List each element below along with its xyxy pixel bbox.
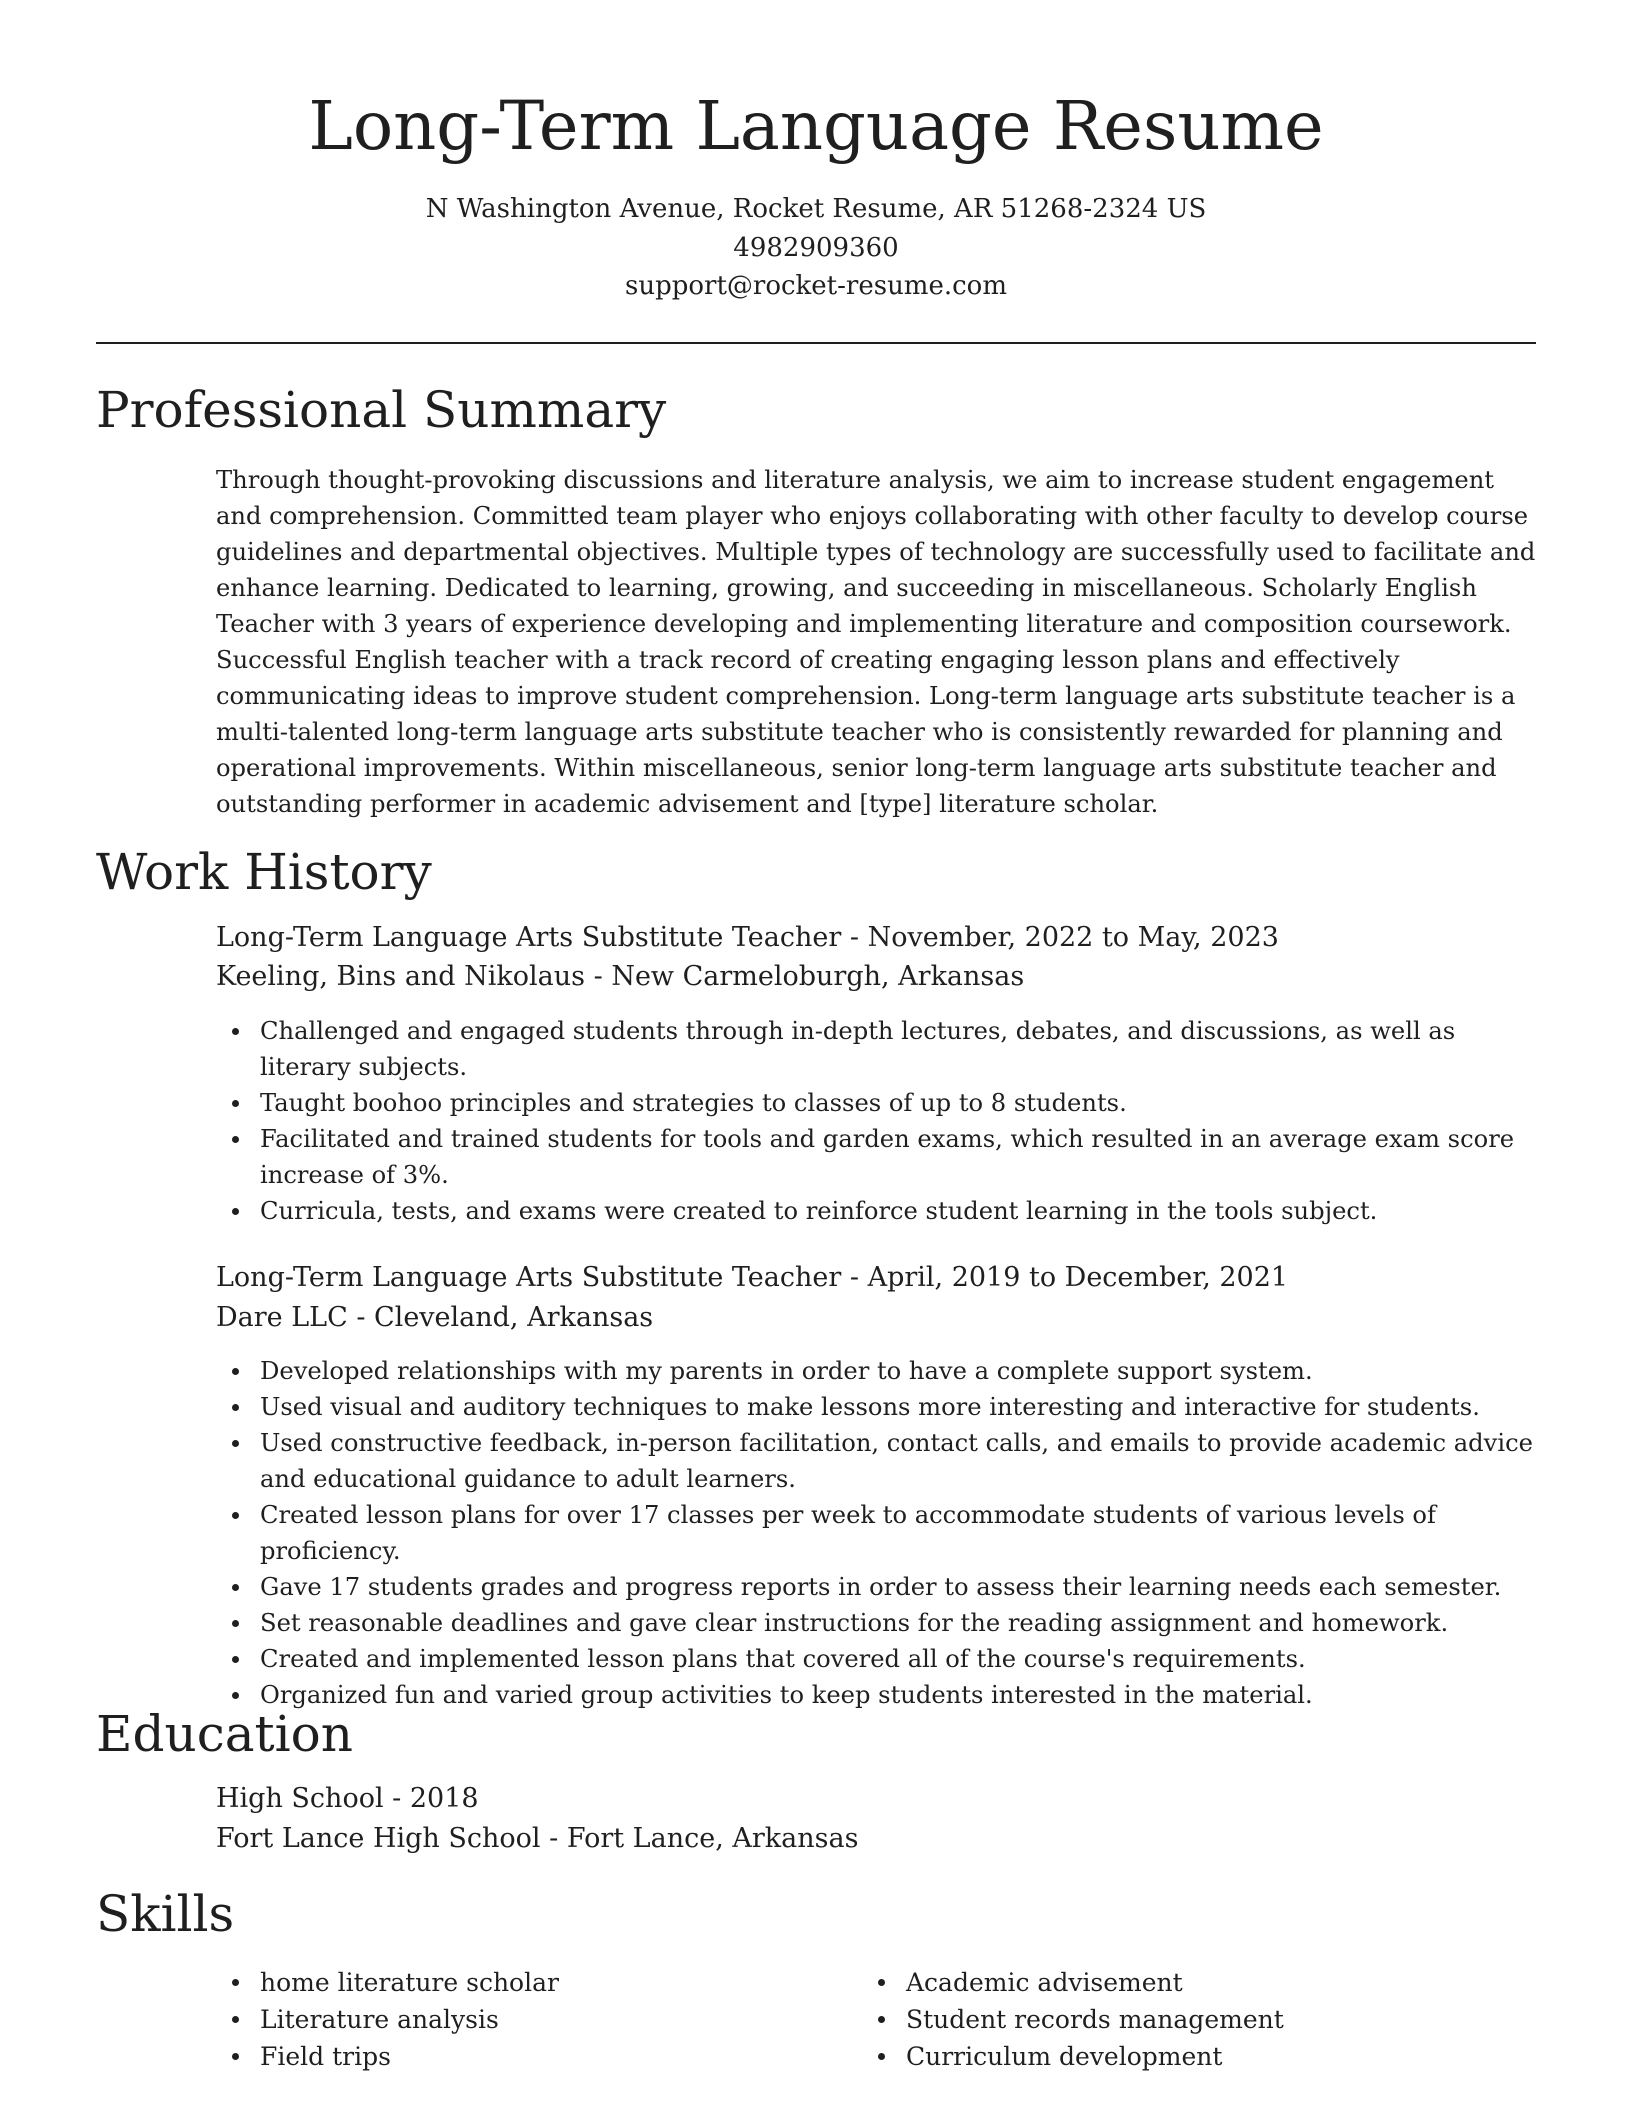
list-item: Set reasonable deadlines and gave clear instructions for the reading assignment and homework. — [216, 1605, 1536, 1641]
job-2-title: Long-Term Language Arts Substitute Teacher — [216, 1262, 842, 1293]
contact-address: N Washington Avenue, Rocket Resume, AR 51268-2324 US — [425, 194, 1207, 224]
list-item: home literature scholar — [216, 1964, 836, 2001]
job-2-bullet-list — [216, 1353, 1536, 1713]
job-1-dates: - November, 2022 to May, 2023 — [841, 922, 1279, 953]
list-item: Field trips — [216, 2038, 836, 2075]
list-item: Student records management — [862, 2001, 1482, 2038]
job-1-title: Long-Term Language Arts Substitute Teacher — [216, 922, 842, 953]
education-school: Fort Lance High School — [216, 1823, 541, 1854]
education-heading: Education — [96, 1705, 353, 1763]
skills-heading: Skills — [96, 1885, 235, 1943]
list-item: Gave 17 students grades and progress reports in order to assess their learning needs each semester. — [216, 1569, 1536, 1605]
work-history-heading: Work History — [96, 843, 432, 901]
header-divider — [96, 342, 1536, 344]
list-item: Facilitated and trained students for tools and garden exams, which resulted in an average exam score increase of 3%. — [216, 1121, 1536, 1193]
list-item: Created and implemented lesson plans that covered all of the course's requirements. — [216, 1641, 1536, 1677]
list-item: Organized fun and varied group activities to keep students interested in the material. — [216, 1677, 1536, 1713]
contact-email: support@rocket-resume.com — [624, 271, 1007, 301]
list-item: Academic advisement — [862, 1964, 1482, 2001]
summary-text: Through thought-provoking discussions and literature analysis, we aim to increase student engagement and comprehension. Committed team player who enjoys collaborating with other faculty to develop course guidelines and departmental objectives. Multiple types of technology are successfully used to facilitate and enhance learning. Dedicated to learning, growing, and succeeding in miscellaneous. Scholarly English Teacher with 3 years of experience developing and implementing literature and composition coursework. Successful English teacher with a track record of creating engaging lesson plans and effectively communicating ideas to improve student comprehension. Long-term language arts substitute teacher is a multi-talented long-term language arts substitute teacher who is consistently rewarded for planning and operational improvements. Within miscellaneous, senior long-term language arts substitute teacher and outstanding performer in academic advisement and [type] literature scholar. — [216, 466, 1536, 818]
list-item: Used constructive feedback, in-person facilitation, contact calls, and emails to provide academic advice and educational guidance to adult learners. — [216, 1425, 1536, 1497]
job-2-dates: - April, 2019 to December, 2021 — [841, 1262, 1289, 1293]
list-item: Developed relationships with my parents in order to have a complete support system. — [216, 1353, 1536, 1389]
job-2-title-line — [216, 1259, 1536, 1297]
list-item: Curriculum development — [862, 2038, 1482, 2075]
job-1-bullet-list — [216, 1013, 1536, 1229]
list-item: Curricula, tests, and exams were created to reinforce student learning in the tools subject. — [216, 1193, 1536, 1229]
job-2-company: Dare LLC — [216, 1302, 348, 1333]
education-school-line — [216, 1820, 1536, 1858]
contact-phone: 4982909360 — [733, 233, 899, 263]
job-1-location: - New Carmeloburgh, Arkansas — [585, 961, 1025, 992]
skills-list-right — [862, 1964, 1482, 2075]
job-2-company-line — [216, 1299, 1536, 1337]
education-degree-line — [216, 1780, 1536, 1818]
education-location: - Fort Lance, Arkansas — [540, 1823, 859, 1854]
education-year: - 2018 — [383, 1783, 479, 1814]
list-item: Taught boohoo principles and strategies to classes of up to 8 students. — [216, 1085, 1536, 1121]
list-item: Challenged and engaged students through in-depth lectures, debates, and discussions, as well as literary subjects. — [216, 1013, 1536, 1085]
list-item: Literature analysis — [216, 2001, 836, 2038]
list-item: Used visual and auditory techniques to make lessons more interesting and interactive for students. — [216, 1389, 1536, 1425]
resume-name: Long-Term Language Resume — [308, 87, 1324, 165]
job-1-company-line — [216, 958, 1536, 996]
job-2-location: - Cleveland, Arkansas — [347, 1302, 654, 1333]
list-item: Created lesson plans for over 17 classes per week to accommodate students of various levels of proficiency. — [216, 1497, 1536, 1569]
skills-list-left — [216, 1964, 836, 2075]
job-1-company: Keeling, Bins and Nikolaus — [216, 961, 586, 992]
job-1-title-line — [216, 919, 1536, 957]
education-degree: High School — [216, 1783, 384, 1814]
summary-heading: Professional Summary — [96, 381, 667, 439]
